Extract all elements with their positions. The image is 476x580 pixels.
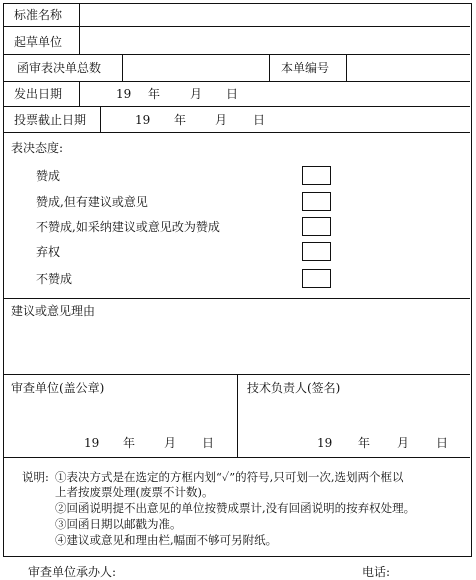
- review-day-label: 日: [202, 436, 215, 450]
- note-line: ③回函日期以邮戳为准。: [55, 517, 182, 531]
- row-divider: [4, 457, 470, 458]
- suggestion-field[interactable]: [5, 320, 468, 372]
- vote-checkbox-abstain[interactable]: [302, 242, 331, 261]
- handler-label: 审查单位承办人:: [28, 565, 117, 579]
- vote-option-label: 赞成,但有建议或意见: [36, 195, 148, 209]
- issue-date-field[interactable]: [80, 82, 468, 105]
- review-unit-label: 审查单位(盖公章): [11, 381, 105, 395]
- vote-checkbox-conditional-approve[interactable]: [302, 217, 331, 236]
- issue-year-prefix: 19: [116, 87, 132, 101]
- deadline-year-label: 年: [174, 113, 187, 127]
- deadline-field[interactable]: [101, 107, 468, 131]
- note-line: 上者按废票处理(废票不计数)。: [55, 485, 214, 499]
- tech-month-label: 月: [397, 436, 410, 450]
- suggestion-label: 建议或意见理由: [11, 304, 96, 318]
- total-ballots-label: 函审表决单总数: [17, 61, 102, 75]
- review-unit-stamp-area[interactable]: [5, 397, 236, 435]
- issue-month-label: 月: [190, 87, 203, 101]
- issue-year-label: 年: [148, 87, 161, 101]
- vote-option-label: 不赞成,如采纳建议或意见改为赞成: [36, 220, 220, 234]
- deadline-month-label: 月: [215, 113, 228, 127]
- tech-lead-label: 技术负责人(签名): [247, 381, 341, 395]
- tech-year-prefix: 19: [317, 436, 333, 450]
- vote-checkbox-disapprove[interactable]: [302, 269, 331, 288]
- review-year-prefix: 19: [84, 436, 100, 450]
- drafting-unit-field[interactable]: [80, 27, 468, 53]
- drafting-unit-label: 起草单位: [14, 35, 63, 49]
- tech-lead-signature-area[interactable]: [239, 397, 468, 435]
- issue-date-label: 发出日期: [14, 87, 63, 101]
- standard-name-label: 标准名称: [14, 8, 63, 22]
- vote-option-label: 弃权: [36, 245, 61, 259]
- issue-day-label: 日: [226, 87, 239, 101]
- label-divider: [269, 54, 270, 81]
- standard-name-field[interactable]: [80, 5, 468, 25]
- row-divider: [4, 298, 470, 299]
- notes-prefix: 说明:: [22, 470, 49, 484]
- tech-year-label: 年: [358, 436, 371, 450]
- voting-title: 表决态度:: [11, 141, 64, 155]
- review-year-label: 年: [123, 436, 136, 450]
- review-month-label: 月: [164, 436, 177, 450]
- signature-divider: [237, 374, 238, 457]
- note-line: ①表决方式是在选定的方框内划“✓”的符号,只可划一次,选划两个框以: [55, 470, 404, 484]
- form-number-label: 本单编号: [281, 61, 330, 75]
- vote-option-label: 赞成: [36, 169, 61, 183]
- deadline-day-label: 日: [253, 113, 266, 127]
- phone-label: 电话:: [362, 565, 391, 579]
- vote-checkbox-approve-with-comments[interactable]: [302, 192, 331, 211]
- note-line: ④建议或意见和理由栏,幅面不够可另附纸。: [55, 533, 278, 547]
- form-number-field[interactable]: [347, 55, 468, 80]
- note-line: ②回函说明提不出意见的单位按赞成票计,没有回函说明的按弃权处理。: [55, 501, 416, 515]
- vote-checkbox-approve[interactable]: [302, 166, 331, 185]
- total-ballots-field[interactable]: [123, 55, 268, 80]
- deadline-label: 投票截止日期: [14, 113, 87, 127]
- vote-option-label: 不赞成: [36, 272, 73, 286]
- tech-day-label: 日: [436, 436, 449, 450]
- ballot-form: [3, 3, 472, 557]
- row-divider: [4, 132, 470, 133]
- deadline-year-prefix: 19: [135, 113, 151, 127]
